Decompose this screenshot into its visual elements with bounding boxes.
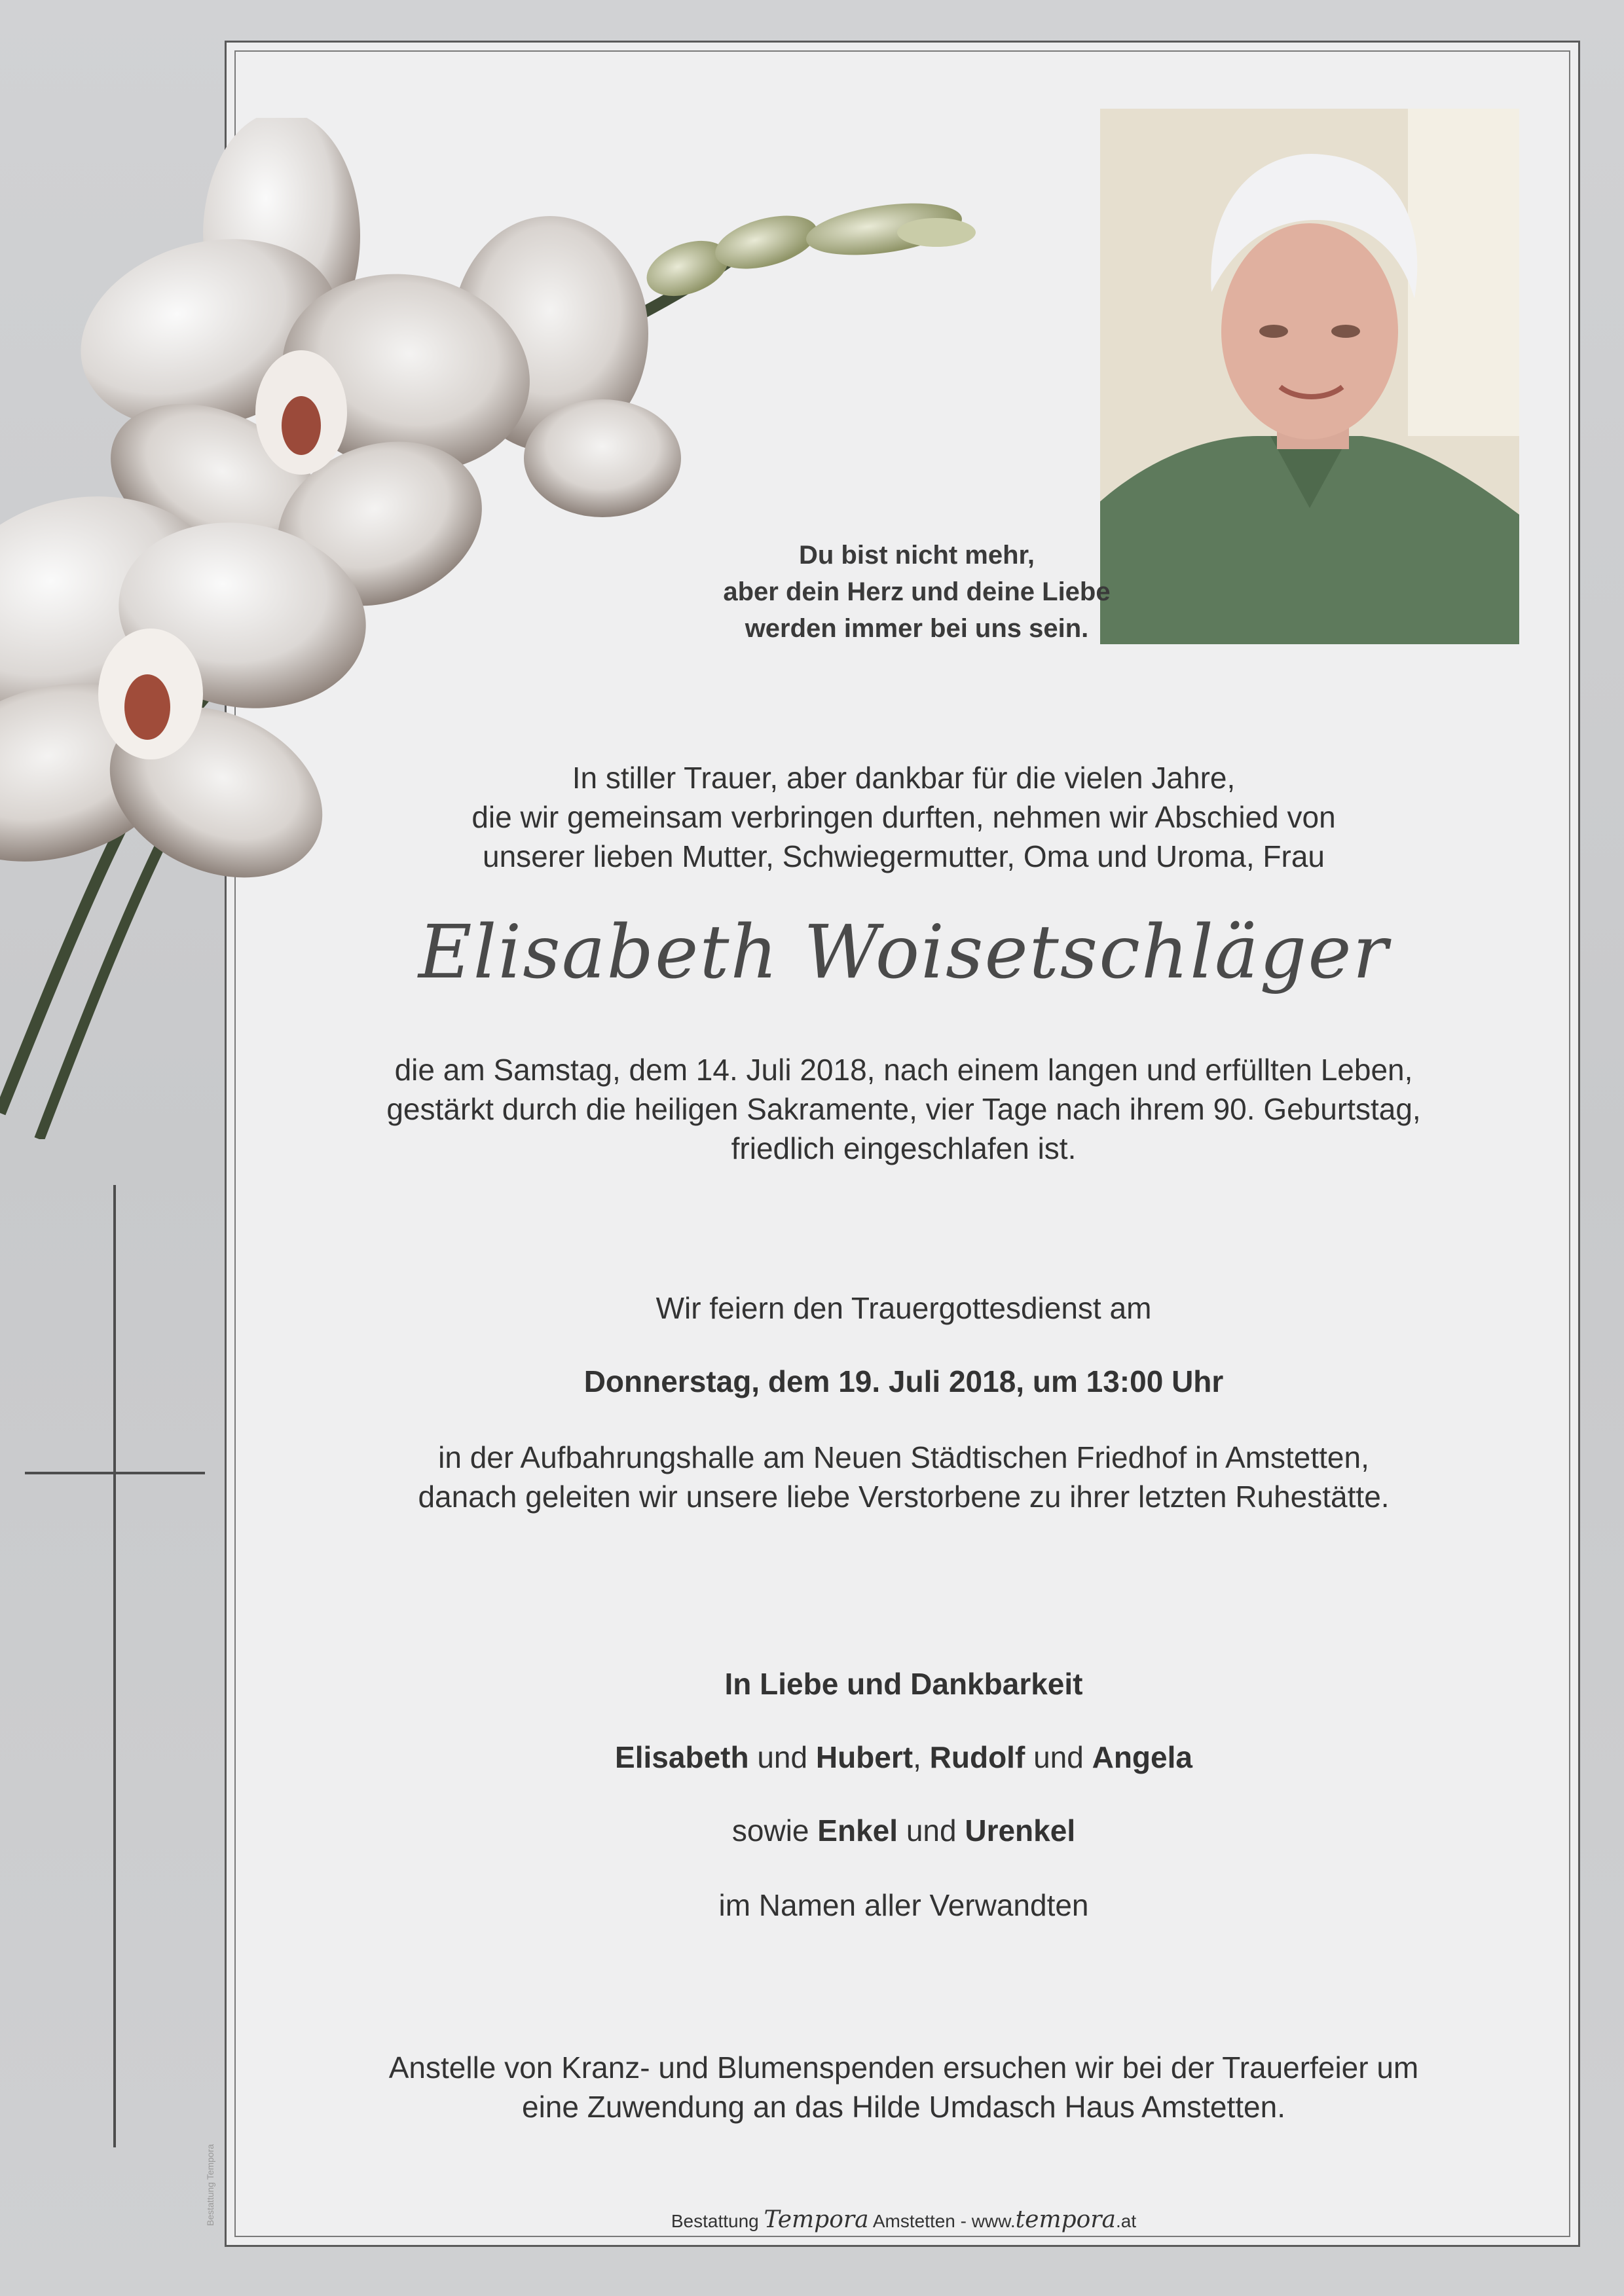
footer-website[interactable] xyxy=(971,2206,1137,2233)
death-notice-line: friedlich eingeschlafen ist. xyxy=(731,1131,1077,1165)
service-location-line: danach geleiten wir unsere liebe Verstorbene zu ihrer letzten Ruhestätte. xyxy=(418,1480,1390,1514)
deceased-name: Elisabeth Woisetschläger xyxy=(418,910,1390,995)
footer-brand: Tempora xyxy=(764,2206,869,2233)
mourner-name: Hubert xyxy=(815,1740,913,1774)
conjunction: und xyxy=(906,1813,957,1848)
service-location xyxy=(301,1438,1506,1516)
intro-line: In stiller Trauer, aber dankbar für die vielen Jahre, xyxy=(572,761,1236,795)
service-date-time: Donnerstag, dem 19. Juli 2018, um 13:00 Uhr xyxy=(583,1364,1224,1398)
quote-line: Du bist nicht mehr, xyxy=(798,541,1035,570)
death-notice xyxy=(301,1050,1506,1168)
donation-note xyxy=(301,2048,1506,2126)
donation-line: Anstelle von Kranz- und Blumenspenden ersuchen wir bei der Trauerfeier um xyxy=(388,2050,1419,2085)
grandchildren-prefix: sowie xyxy=(731,1813,809,1848)
cross-icon xyxy=(25,1185,205,2147)
service-location-line: in der Aufbahrungshalle am Neuen Städtischen Friedhof in Amstetten, xyxy=(438,1440,1369,1474)
comma: , xyxy=(913,1740,921,1774)
conjunction: und xyxy=(1033,1740,1084,1774)
conjunction: und xyxy=(757,1740,808,1774)
intro-paragraph xyxy=(301,758,1506,876)
grandchildren-line xyxy=(301,1811,1506,1850)
mourner-name: Angela xyxy=(1092,1740,1192,1774)
grandchildren-name: Urenkel xyxy=(965,1813,1076,1848)
donation-line: eine Zuwendung an das Hilde Umdasch Haus Amstetten. xyxy=(522,2090,1285,2124)
footer xyxy=(563,2206,1244,2233)
grandchildren-name: Enkel xyxy=(817,1813,898,1848)
footer-prefix: Bestattung xyxy=(671,2211,759,2231)
quote-block xyxy=(589,537,1244,647)
service-intro: Wir feiern den Trauergottesdienst am xyxy=(655,1291,1152,1325)
quote-line: werden immer bei uns sein. xyxy=(745,614,1089,643)
intro-line: die wir gemeinsam verbringen durften, nehmen wir Abschied von xyxy=(471,800,1336,834)
mourner-name: Rudolf xyxy=(929,1740,1025,1774)
quote-line: aber dein Herz und deine Liebe xyxy=(723,577,1111,606)
side-credit: Bestattung Tempora xyxy=(205,2143,215,2226)
mourner-name: Elisabeth xyxy=(615,1740,749,1774)
mourners-names xyxy=(301,1738,1506,1777)
death-notice-line: gestärkt durch die heiligen Sakramente, vier Tage nach ihrem 90. Geburtstag, xyxy=(386,1092,1421,1126)
intro-line: unserer lieben Mutter, Schwiegermutter, Oma und Uroma, Frau xyxy=(482,839,1325,873)
footer-web-brand: tempora xyxy=(1015,2206,1116,2233)
footer-web-prefix: www. xyxy=(971,2211,1016,2231)
relatives-line: im Namen aller Verwandten xyxy=(718,1888,1089,1922)
death-notice-line: die am Samstag, dem 14. Juli 2018, nach einem langen und erfüllten Leben, xyxy=(394,1053,1413,1087)
footer-web-suffix: .at xyxy=(1115,2211,1137,2231)
footer-city: Amstetten - xyxy=(872,2211,967,2231)
mourners-heading: In Liebe und Dankbarkeit xyxy=(724,1667,1083,1701)
